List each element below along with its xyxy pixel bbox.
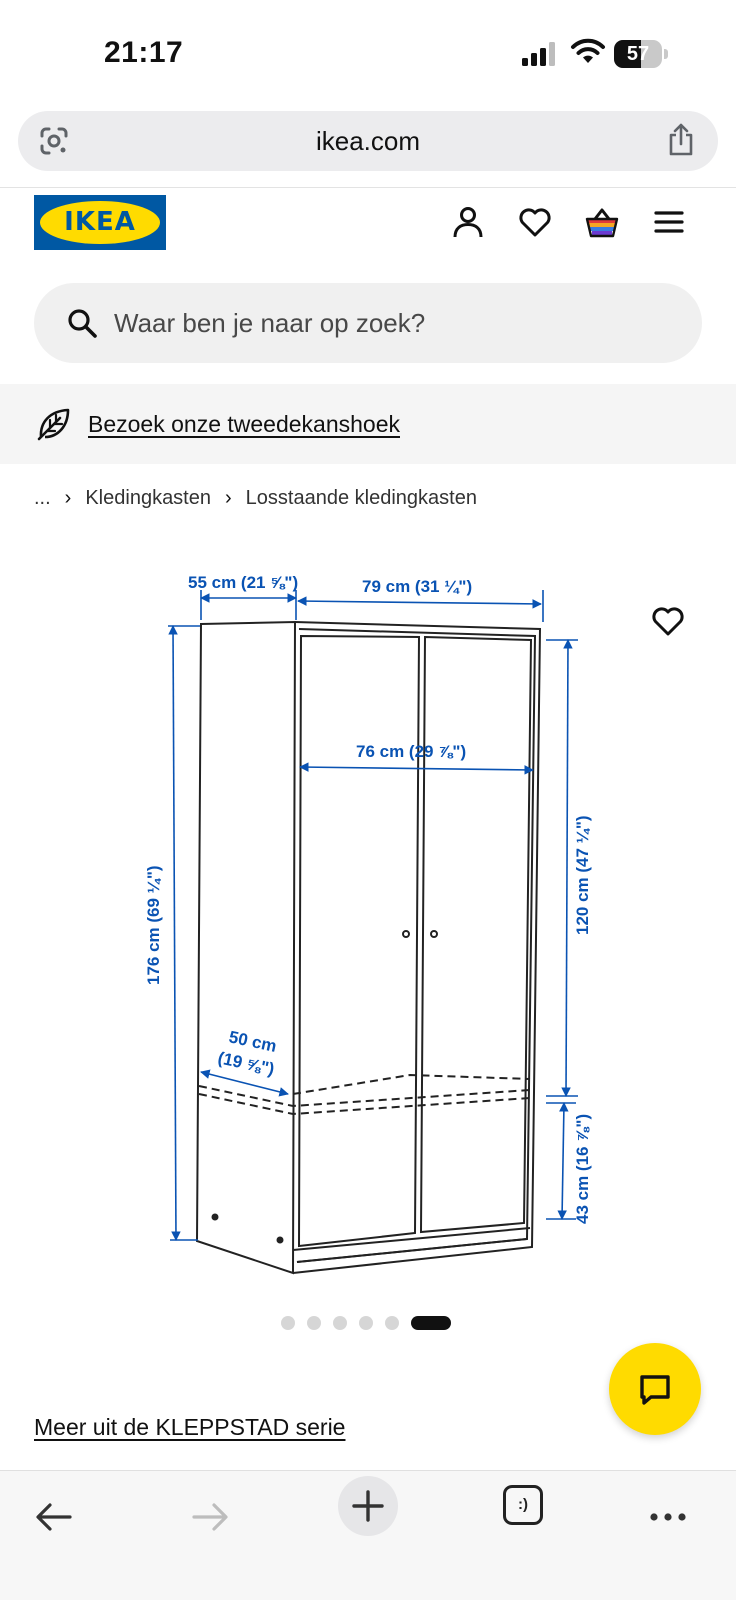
series-link[interactable]: Meer uit de KLEPPSTAD serie: [34, 1414, 346, 1440]
chat-button[interactable]: [609, 1343, 701, 1435]
second-chance-link[interactable]: Bezoek onze tweedekanshoek: [88, 411, 400, 437]
url-text: ikea.com: [315, 126, 421, 156]
battery-percentage: 57: [626, 43, 650, 65]
dim-depth: 55 cm (21 ⅝"): [188, 573, 299, 592]
carousel-dot-active[interactable]: [411, 1316, 451, 1330]
status-time: 21:17: [104, 36, 184, 69]
forward-arrow-icon[interactable]: [188, 1495, 232, 1539]
back-arrow-icon[interactable]: [32, 1495, 76, 1539]
search-box[interactable]: [34, 283, 702, 363]
wifi-icon: [570, 38, 606, 66]
divider: [0, 187, 736, 188]
carousel-dot[interactable]: [307, 1316, 321, 1330]
status-bar: [0, 0, 736, 100]
breadcrumb: [34, 486, 477, 510]
cellular-signal-icon: [522, 42, 558, 66]
battery-indicator: [614, 40, 668, 68]
carousel-dot[interactable]: [333, 1316, 347, 1330]
dim-height: 176 cm (69 ¼"): [144, 865, 163, 985]
dim-inner-depth: 50 cm: [227, 1027, 279, 1056]
tabs-switcher-button[interactable]: [503, 1485, 543, 1525]
carousel-dot[interactable]: [385, 1316, 399, 1330]
chevron-right-icon: ›: [225, 486, 232, 509]
product-dimension-image[interactable]: [130, 560, 610, 1280]
search-icon: [66, 307, 98, 339]
more-options-icon[interactable]: [646, 1495, 690, 1539]
dim-inner-width: 76 cm (29 ⅞"): [356, 742, 467, 761]
breadcrumb-kledingkasten[interactable]: Kledingkasten: [85, 486, 211, 509]
address-bar[interactable]: [18, 111, 718, 171]
breadcrumb-losstaande-kledingkasten[interactable]: Losstaande kledingkasten: [245, 486, 477, 509]
breadcrumb-ellipsis[interactable]: ...: [34, 486, 51, 509]
tabs-label: :): [518, 1496, 528, 1513]
search-input[interactable]: [114, 283, 674, 363]
shopping-bag-icon[interactable]: [584, 204, 620, 240]
account-icon[interactable]: [450, 204, 486, 240]
carousel-dot[interactable]: [281, 1316, 295, 1330]
ikea-logo[interactable]: [34, 195, 166, 250]
favorites-heart-icon[interactable]: [517, 204, 553, 240]
chevron-right-icon: ›: [64, 486, 72, 509]
add-to-favorites-heart-icon[interactable]: [650, 604, 686, 638]
logo-text: IKEA: [64, 207, 136, 237]
wardrobe-drawing: [197, 622, 540, 1273]
leaf-icon: [36, 406, 72, 442]
carousel-dot[interactable]: [359, 1316, 373, 1330]
dim-upper-height: 120 cm (47 ¼"): [573, 815, 592, 935]
plus-icon: [351, 1489, 385, 1523]
dim-lower-height: 43 cm (16 ⅞"): [573, 1113, 592, 1224]
carousel-dots[interactable]: [0, 1316, 736, 1332]
dim-inner-depth-inch: (19 ⅝"): [216, 1048, 277, 1079]
menu-icon[interactable]: [651, 204, 687, 240]
chat-bubble-icon: [636, 1371, 674, 1407]
dim-width: 79 cm (31 ¼"): [362, 577, 473, 596]
second-chance-banner[interactable]: [0, 384, 736, 464]
new-tab-button[interactable]: [338, 1476, 398, 1536]
share-icon[interactable]: [666, 123, 696, 157]
